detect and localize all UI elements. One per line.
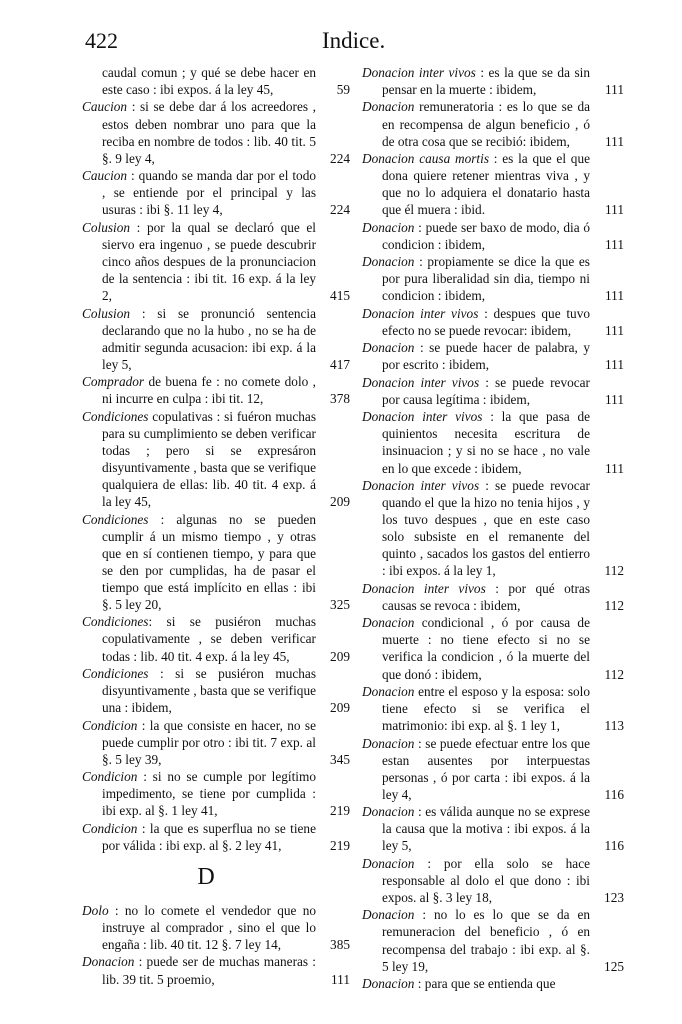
entry-page-ref: 111	[605, 357, 624, 373]
entry-body: : por ella solo se hace responsable al dolo el que dono : ibi expos. al §. 3 ley 18,	[382, 855, 590, 905]
entry-headword: Dolo	[82, 902, 109, 918]
entry-page-ref: 417	[330, 356, 350, 372]
left-column	[82, 64, 350, 988]
entry-page-ref: 378	[330, 391, 350, 407]
entry-headword: Condiciones	[82, 408, 149, 424]
entry-headword: Colusion	[82, 219, 131, 235]
entry-body: : puede ser de muchas maneras : lib. 39 tit. 5 proemio,	[102, 954, 316, 987]
entry-body: : si se pusiéron muchas copulativamente , se deben verificar todas : lib. 40 tit. 4 exp. á la ley 45,	[102, 614, 316, 664]
index-entry	[82, 167, 350, 218]
entry-text	[362, 253, 590, 304]
entry-body: : quando se manda dar por el todo , se entiende por el principal y las usuras : ibi §. 11 ley 4,	[102, 168, 316, 218]
entry-page-ref: 111	[605, 236, 624, 252]
entry-text	[82, 408, 316, 511]
entry-headword: Condicion	[82, 769, 138, 785]
entry-text	[362, 735, 590, 803]
index-entry	[82, 717, 350, 768]
entry-body: : la que consiste en hacer, no se puede cumplir por otro : ibi tit. 7 exp. al §. 5 ley 39,	[102, 717, 316, 767]
entry-headword: Donacion	[362, 340, 415, 356]
entry-body: : se puede efectuar entre los que estan ausentes por interpuestas personas , ó por carta : ibi expos. á la ley 4,	[382, 735, 590, 802]
index-entry	[362, 408, 624, 476]
entry-page-ref: 113	[604, 718, 624, 734]
entry-text	[362, 408, 590, 476]
entry-headword: Donacion	[82, 954, 135, 970]
entry-headword: Donacion inter vivos	[362, 374, 480, 390]
entry-body: : la que es superflua no se tiene por válida : ibi exp. al §. 2 ley 41,	[102, 820, 316, 853]
entry-text	[362, 614, 590, 682]
index-entry	[362, 855, 624, 906]
index-entry	[82, 305, 350, 373]
entry-headword: Donacion inter vivos	[362, 580, 486, 596]
entry-page-ref: 112	[604, 666, 624, 682]
entry-body: : por la qual se declaró que el siervo era ingenuo , se puede descubrir cinco años despues de la pronunciacion de la sentencia : ibi tit. 16 exp. á la ley 2,	[102, 219, 316, 304]
entry-body: : algunas no se pueden cumplir á un mismo tiempo , y otras que en sí contienen tiempo, y para que se den por cumplidas, ha de pasar el tiempo que está implícito en ellas : ibi §. 5 ley 20,	[102, 511, 316, 612]
entry-text	[82, 820, 316, 854]
page-header	[0, 28, 682, 62]
entry-page-ref: 125	[604, 958, 624, 974]
entry-headword: Condiciones	[82, 614, 149, 630]
entry-headword: Donacion	[362, 99, 415, 115]
entry-text	[362, 803, 590, 854]
entry-page-ref: 345	[330, 751, 350, 767]
index-entry	[362, 803, 624, 854]
index-entry	[82, 373, 350, 407]
entry-body: : no lo comete el vendedor que no instruye al comprador , sino el que lo engaña : lib. 40 tit. 12 §. 7 ley 14,	[102, 902, 316, 953]
entry-page-ref: 112	[604, 563, 624, 579]
index-entry	[82, 64, 350, 98]
index-entry	[362, 64, 624, 98]
entry-page-ref: 111	[331, 971, 350, 987]
entry-text	[82, 613, 316, 664]
entry-page-ref: 123	[604, 889, 624, 905]
entry-page-ref: 111	[605, 288, 624, 304]
entry-body: : se puede revocar quando el que la hizo no tenia hijos , y los tuvo despues , que en este caso solo subsiste en el remanente del quinto , sacados los gastos del entierro : ibi expos. á la ley 1,	[382, 477, 590, 579]
index-entry	[82, 219, 350, 304]
entry-headword: Caucion	[82, 99, 128, 115]
entry-body: remuneratoria : es lo que se da en recompensa de algun beneficio , ó de otra cosa que se recibió: ibidem,	[382, 99, 590, 149]
entry-page-ref: 209	[330, 494, 350, 510]
entry-body: : para que se entienda que	[414, 976, 556, 992]
index-entry	[82, 98, 350, 166]
entry-text	[362, 374, 590, 408]
entry-text	[82, 167, 316, 218]
entry-text	[82, 373, 316, 407]
entry-page-ref: 209	[330, 648, 350, 664]
entry-page-ref: 325	[330, 596, 350, 612]
index-entry	[362, 98, 624, 149]
entry-text	[82, 98, 316, 166]
entry-body: condicional , ó por causa de muerte : no tiene efecto si no se verifica la condicion , ó la muerte del que donó : ibidem,	[382, 615, 590, 682]
entry-text	[362, 305, 590, 339]
entry-headword: Colusion	[82, 305, 131, 321]
index-entry	[362, 374, 624, 408]
entry-page-ref: 111	[605, 391, 624, 407]
entry-headword: Condicion	[82, 820, 138, 836]
right-column	[362, 64, 624, 992]
entry-text	[82, 953, 316, 987]
entry-text	[82, 64, 316, 98]
right-entries	[362, 64, 624, 992]
entry-body: copulativas : si fuéron muchas para su cumplimiento se deben verificar todas ; pero si se expresáron disyuntivamente , basta que se verifique qualquiera de ellas: lib. 40 tit. 4 exp. á la ley 45,	[102, 408, 316, 510]
entry-body: : es la que se da sin pensar en la muerte : ibidem,	[382, 65, 590, 98]
entry-headword: Donacion inter vivos	[362, 477, 480, 493]
entry-text	[362, 906, 590, 974]
entry-headword: Donacion	[362, 615, 415, 631]
entry-body: : es válida aunque no se exprese la causa que la motiva : ibi expos. á la ley 5,	[382, 804, 590, 854]
entry-body: : se puede revocar por causa legítima : ibidem,	[382, 374, 590, 407]
index-entry	[82, 953, 350, 987]
entry-headword: Donacion	[362, 683, 415, 699]
entry-page-ref: 385	[330, 937, 350, 953]
entry-page-ref: 219	[330, 803, 350, 819]
entry-text	[362, 339, 590, 373]
entry-headword: Donacion	[362, 804, 415, 820]
entry-headword: Donacion	[362, 219, 415, 235]
entry-page-ref: 224	[330, 202, 350, 218]
index-entry	[82, 820, 350, 854]
entry-page-ref: 59	[336, 82, 350, 98]
index-entry	[362, 683, 624, 734]
entry-headword: Donacion	[362, 976, 415, 992]
entry-headword: Condiciones	[82, 665, 149, 681]
running-title: Indice.	[322, 28, 386, 53]
entry-page-ref: 112	[604, 597, 624, 613]
entry-text	[362, 150, 590, 218]
entry-headword: Donacion	[362, 735, 415, 751]
entry-text	[82, 665, 316, 716]
entry-body: entre el esposo y la esposa: solo tiene efecto si se verifica el matrimonio: ibi exp. al §. 1 ley 1,	[382, 683, 590, 734]
entry-headword: Comprador	[82, 374, 145, 390]
entry-text	[362, 683, 590, 734]
entry-body: : por qué otras causas se revoca : ibidem,	[382, 580, 590, 613]
index-entry	[362, 614, 624, 682]
page-number: 422	[85, 28, 118, 53]
entry-text	[362, 580, 590, 614]
left-entries	[82, 64, 350, 854]
entry-text	[362, 64, 590, 98]
index-entry	[82, 511, 350, 614]
entry-headword: Donacion	[362, 254, 415, 270]
entry-page-ref: 116	[604, 838, 624, 854]
index-entry	[362, 477, 624, 580]
entry-headword: Caucion	[82, 168, 128, 184]
index-entry	[362, 253, 624, 304]
entry-text	[82, 768, 316, 819]
left-entries-d	[82, 902, 350, 988]
index-entry	[82, 665, 350, 716]
entry-body: : si se debe dar á los acreedores , estos deben nombrar uno para que la reciba en nombre de todos : lib. 40 tit. 5 §. 9 ley 4,	[102, 99, 316, 166]
entry-page-ref: 111	[605, 133, 624, 149]
entry-headword: Donacion inter vivos	[362, 305, 479, 321]
index-entry	[82, 408, 350, 511]
entry-body: : propiamente se dice la que es por pura liberalidad sin dia, tiempo ni condicion : ibidem,	[382, 254, 590, 304]
entry-text	[82, 511, 316, 614]
entry-text	[82, 305, 316, 373]
entry-body: : si se pronunció sentencia declarando que no la hubo , no se ha de admitir segunda acusacion: ibi exp. á la ley 5,	[102, 305, 316, 372]
entry-headword: Donacion inter vivos	[362, 65, 476, 80]
entry-page-ref: 111	[605, 322, 624, 338]
entry-page-ref: 111	[605, 460, 624, 476]
entry-page-ref: 209	[330, 700, 350, 716]
entry-headword: Donacion inter vivos	[362, 409, 483, 425]
section-letter: D	[197, 863, 215, 890]
entry-body: : es la que el que dona quiere retener mientras viva , y que no lo adquiera el donatario hasta que él muera : ibid.	[382, 151, 590, 218]
entry-text	[362, 975, 590, 992]
entry-headword: Donacion causa mortis	[362, 151, 489, 167]
index-entry	[82, 902, 350, 953]
entry-headword: Donacion	[362, 855, 415, 871]
entry-body: caudal comun ; y qué se debe hacer en este caso : ibi expos. á la ley 45,	[102, 65, 316, 98]
index-entry	[362, 580, 624, 614]
entry-page-ref: 111	[605, 82, 624, 98]
entry-text	[362, 477, 590, 580]
entry-body: : si no se cumple por legítimo impedimento, se tiene por cumplida : ibi exp. al §. 1 ley 41,	[102, 769, 316, 819]
entry-body: : la que pasa de quinientos necesita escritura de insinuacion ; y si no se hace , no vale en lo que excede : ibidem,	[382, 409, 590, 476]
entry-headword: Donacion	[362, 907, 415, 923]
index-entry	[82, 613, 350, 664]
entry-text	[362, 855, 590, 906]
entry-body: : no lo es lo que se da en remuneracion del beneficio , ó en recompensa del trabajo : ibi exp. al §. 5 ley 19,	[382, 907, 590, 974]
entry-headword: Condicion	[82, 717, 138, 733]
entry-page-ref: 415	[330, 288, 350, 304]
entry-page-ref: 224	[330, 150, 350, 166]
entry-body: : si se pusiéron muchas disyuntivamente , basta que se verifique una : ibidem,	[102, 665, 316, 716]
entry-text	[82, 717, 316, 768]
entry-page-ref: 219	[330, 837, 350, 853]
entry-body: : puede ser baxo de modo, dia ó condicion : ibidem,	[382, 219, 590, 252]
index-entry	[362, 150, 624, 218]
index-entry	[362, 975, 624, 992]
entry-page-ref: 116	[604, 786, 624, 802]
index-entry	[362, 906, 624, 974]
index-entry	[362, 219, 624, 253]
entry-body: : se puede hacer de palabra, y por escrito : ibidem,	[382, 340, 590, 373]
entry-body: de buena fe : no comete dolo , ni incurre en culpa : ibi tit. 12,	[102, 374, 316, 407]
entry-text	[362, 98, 590, 149]
entry-text	[362, 219, 590, 253]
index-entry	[82, 768, 350, 819]
entry-text	[82, 219, 316, 304]
entry-headword: Condiciones	[82, 511, 149, 527]
entry-text	[82, 902, 316, 953]
index-entry	[362, 735, 624, 803]
entry-body: : despues que tuvo efecto no se puede revocar: ibidem,	[382, 305, 590, 338]
entry-page-ref: 111	[605, 202, 624, 218]
index-entry	[362, 305, 624, 339]
index-entry	[362, 339, 624, 373]
